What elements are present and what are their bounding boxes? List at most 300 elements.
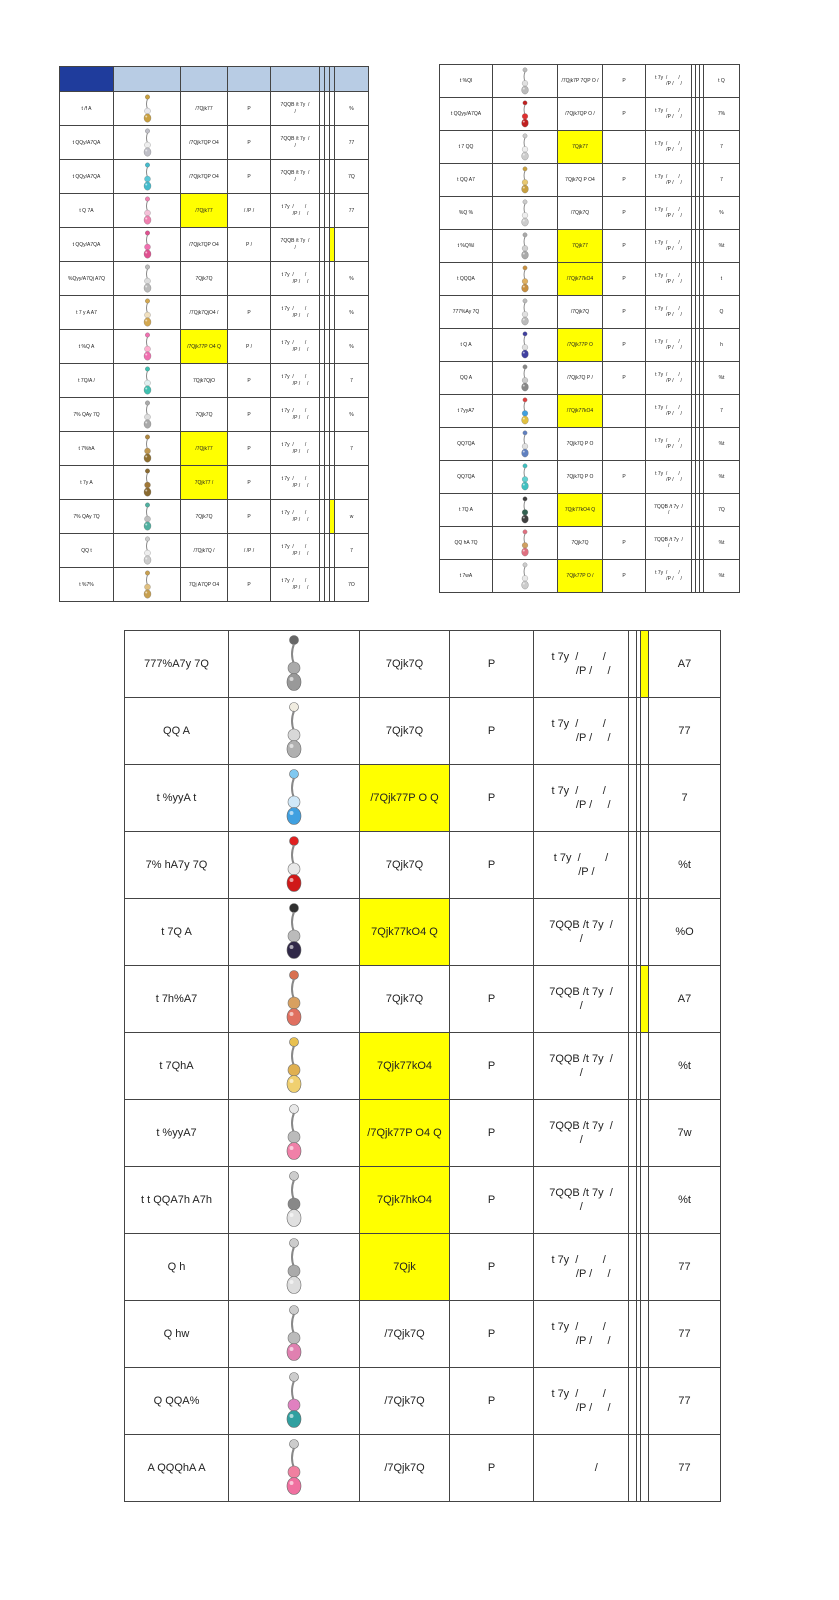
top-ball [290,1105,299,1114]
info-cell [271,534,320,568]
spacer-cell [629,765,637,832]
gem [522,542,528,548]
info-cell [534,631,629,698]
p-code: P [603,296,646,329]
product-image [229,1100,360,1167]
jewelry-image [513,397,537,426]
highlight [290,744,294,748]
p-code: P [603,527,646,560]
product-image [229,631,360,698]
item-code: t %Q%l [440,230,493,263]
highlight [523,120,525,122]
gem [522,575,528,581]
table-row [440,230,740,263]
p-code: P [603,197,646,230]
info-cell [271,500,320,534]
spacer-cell [641,1435,649,1502]
info-text: 7QQB /t 7y / / [280,136,310,149]
info-cell [646,329,692,362]
p-code: P [603,65,646,98]
top-ball [523,298,527,302]
info-text: / [564,1461,598,1474]
jewelry-image [269,1237,319,1297]
jewelry-image [269,634,319,694]
top-ball [145,128,150,133]
info-text: 7QQB /t 7y / / [549,985,613,1012]
table-row [125,1368,721,1435]
spacer-cell [629,1368,637,1435]
type-code: /7Qjk77 [181,432,228,466]
top-ball [523,430,527,434]
item-code: t 7 QQ [440,131,493,164]
info-text: t 7y / / /P / / [655,371,682,384]
top-ball [290,971,299,980]
info-text: t 7y / / /P / / [281,408,309,421]
dangle [522,416,529,424]
product-image [493,428,558,461]
table-row [125,1435,721,1502]
item-code: Q QQA% [125,1368,229,1435]
product-image [114,160,181,194]
jewelry-image [513,364,537,393]
gem [288,997,300,1009]
info-cell [534,832,629,899]
bar [524,467,525,477]
dangle [287,1478,301,1495]
number-cell: 7% [704,98,740,131]
number-cell: 7Q [335,160,369,194]
item-code: t %yyA7 [125,1100,229,1167]
number-cell: 77 [335,126,369,160]
p-code: P [603,98,646,131]
item-code: t 7yyA7 [440,395,493,428]
dangle [144,521,151,530]
jewelry-image [269,835,319,895]
top-ball [290,636,299,645]
table-row [60,296,369,330]
top-ball [523,463,527,467]
info-text: 7QQB /t 7y / / [549,1186,613,1213]
top-ball [290,1440,299,1449]
table-row [125,1100,721,1167]
type-code: 7Qjk7Q P O [558,461,603,494]
top-ball [523,166,527,170]
dangle [522,86,529,94]
gem [144,584,150,590]
p-code: P [450,765,534,832]
jewelry-image [135,128,160,158]
header-cell [228,67,271,92]
info-cell [646,527,692,560]
item-code: t 7wA [440,560,493,593]
top-ball [290,1239,299,1248]
bar [524,302,525,312]
item-code: 777%A7y 7Q [125,631,229,698]
type-code: 7Qjk77 [558,230,603,263]
info-text: t 7y / / /P / / [281,340,309,353]
gem [522,80,528,86]
gem [288,1332,300,1344]
dangle [522,284,529,292]
bar [524,137,525,147]
item-code: t QQQA [440,263,493,296]
highlight [145,489,147,491]
dangle [287,1411,301,1428]
dangle [144,215,151,224]
item-code: 7% hA7y 7Q [125,832,229,899]
number-cell: w [335,500,369,534]
item-code: QQ A [440,362,493,395]
product-image [493,527,558,560]
table-row [125,765,721,832]
p-code: P [450,1301,534,1368]
table-row [60,330,369,364]
info-cell [534,966,629,1033]
bar [146,473,147,483]
highlight [523,318,525,320]
number-cell [335,228,369,262]
spacer-cell [641,698,649,765]
product-image [114,466,181,500]
info-cell [271,466,320,500]
p-code: P [228,432,271,466]
info-text: t 7y / / /P / / [655,404,682,417]
dangle [287,1076,301,1093]
top-ball [523,199,527,203]
number-cell: t [704,263,740,296]
gem [288,729,300,741]
dangle [522,119,529,127]
product-image [114,398,181,432]
bar [146,303,147,313]
jewelry-image [513,199,537,228]
header-cell [181,67,228,92]
info-cell [534,1435,629,1502]
info-cell [534,1301,629,1368]
header-cell [335,67,369,92]
jewelry-image [513,562,537,591]
table-row [125,1033,721,1100]
spacer-cell [325,330,330,364]
dangle [287,808,301,825]
bar [292,1314,294,1334]
gem [288,1466,300,1478]
highlight [523,417,525,419]
bar [292,1247,294,1267]
number-cell: 77 [649,1368,721,1435]
highlight [523,219,525,221]
top-ball [290,770,299,779]
jewelry-image [513,67,537,96]
number-cell: 7 [335,364,369,398]
dangle [144,181,151,190]
info-text: t 7y / / /P / / [655,437,682,450]
product-image [229,966,360,1033]
table-row [440,428,740,461]
product-image [229,698,360,765]
info-text: 7QQB /t 7y / / [280,170,310,183]
dangle [287,1277,301,1294]
info-text: t 7y / / /P / / [655,74,682,87]
top-ball [523,397,527,401]
number-cell: 7w [649,1100,721,1167]
top-ball [145,434,150,439]
dangle [522,185,529,193]
jewelry-image [269,1170,319,1230]
table-row [440,560,740,593]
top-ball [523,562,527,566]
product-image [493,131,558,164]
info-cell [534,1033,629,1100]
p-code: P [450,698,534,765]
info-text: t 7y / / /P / / [655,173,682,186]
gem [288,1198,300,1210]
jewelry-image [135,468,160,498]
dangle [522,581,529,589]
gem [144,414,150,420]
product-image [493,395,558,428]
info-text: t 7y / / /P / [553,851,609,878]
highlight [290,878,294,882]
jewelry-image [135,502,160,532]
jewelry-image [135,196,160,226]
p-code: P / [228,228,271,262]
jewelry-image [135,536,160,566]
table-row [125,698,721,765]
highlight [145,217,147,219]
info-text: t 7y / / /P / / [551,717,611,744]
product-image [114,228,181,262]
table-row [60,126,369,160]
info-cell [646,98,692,131]
p-code: P [450,1435,534,1502]
p-code: P [450,1368,534,1435]
top-ball [145,196,150,201]
bar [524,203,525,213]
jewelry-image [513,100,537,129]
bar [292,912,294,932]
bar [146,337,147,347]
product-image [114,296,181,330]
product-image [114,500,181,534]
jewelry-image [513,133,537,162]
table-row [440,197,740,230]
number-cell: 7 [704,131,740,164]
type-code: /7Qjk7P 7QP O / [558,65,603,98]
type-code: /7Qjk77P O4 Q [360,1100,450,1167]
product-image [114,194,181,228]
info-text: t 7y / / /P / / [281,544,309,557]
table-row [60,398,369,432]
highlight [290,1481,294,1485]
p-code: / /P / [228,194,271,228]
dangle [522,350,529,358]
table-row [60,160,369,194]
highlight [290,1213,294,1217]
table-row [440,131,740,164]
dangle [287,1210,301,1227]
type-code: /7Qjk7Q [360,1368,450,1435]
type-code: 7Qjk7Q [558,527,603,560]
item-code: %Q % [440,197,493,230]
highlight [523,549,525,551]
highlight [523,516,525,518]
table-row [60,228,369,262]
item-code: t 7Q/A / [60,364,114,398]
item-code: t Q A [440,329,493,362]
bar [292,1113,294,1133]
table-row [125,966,721,1033]
bar [146,575,147,585]
info-text: 7QQB /t 7y / / [549,918,613,945]
jewelry-image [513,463,537,492]
number-cell: % [335,296,369,330]
jewelry-image [269,768,319,828]
highlight [145,557,147,559]
spacer-cell [325,500,330,534]
info-cell [646,362,692,395]
jewelry-image [513,496,537,525]
product-image [493,560,558,593]
info-text: t 7y / / /P / / [655,470,682,483]
dangle [144,385,151,394]
bar [146,269,147,279]
info-text: t 7y / / /P / / [655,239,682,252]
gem [144,176,150,182]
gem [288,930,300,942]
p-code: P [228,92,271,126]
highlight [290,1012,294,1016]
top-ball [145,162,150,167]
gem [522,443,528,449]
product-image [493,263,558,296]
bar [292,711,294,731]
highlight [145,421,147,423]
item-code: 7% QAy 7Q [60,398,114,432]
top-ball [145,230,150,235]
bar [524,335,525,345]
info-text: t 7y / / /P / / [281,442,309,455]
number-cell: %t [704,560,740,593]
product-image [493,461,558,494]
info-cell [534,899,629,966]
info-text: t 7y / / /P / / [281,476,309,489]
number-cell: 77 [649,1301,721,1368]
table-row [60,262,369,296]
p-code: P [450,631,534,698]
info-cell [534,1368,629,1435]
bar [146,99,147,109]
p-code [603,428,646,461]
product-image [493,164,558,197]
info-cell [271,126,320,160]
product-image [493,230,558,263]
p-code: P [228,296,271,330]
type-code: /7Qjk7QP O4 [181,160,228,194]
type-code: 7Qjk77kO4 Q [360,899,450,966]
jewelry-table-top-right [439,64,740,593]
top-ball [145,536,150,541]
top-ball [290,837,299,846]
info-cell [646,263,692,296]
highlight [145,183,147,185]
highlight [523,384,525,386]
dangle [144,555,151,564]
dangle [522,449,529,457]
type-code: 7Qjk77 / [181,466,228,500]
p-code: P [228,568,271,602]
table-row [440,98,740,131]
top-ball [290,904,299,913]
spacer-cell [629,1100,637,1167]
table-row [125,899,721,966]
gem [144,482,150,488]
highlight [290,1280,294,1284]
table-row [60,92,369,126]
product-image [229,1234,360,1301]
spacer-cell [325,92,330,126]
jewelry-image [135,162,160,192]
spacer-cell [641,1167,649,1234]
gem [288,1131,300,1143]
number-cell: 77 [335,194,369,228]
highlight [290,677,294,681]
gem [522,377,528,383]
jewelry-image [135,264,160,294]
info-cell [646,65,692,98]
gem [288,1064,300,1076]
info-text: 7QQB /t 7y / / [654,536,683,549]
spacer-cell [641,765,649,832]
spacer-cell [325,568,330,602]
dangle [287,875,301,892]
product-image [114,534,181,568]
type-code: /7Qjk77P O [558,329,603,362]
gem [522,113,528,119]
top-ball [290,1306,299,1315]
spacer-cell [629,1301,637,1368]
info-text: t 7y / / /P / / [551,650,611,677]
gem [144,278,150,284]
jewelry-image [513,529,537,558]
gem [522,476,528,482]
highlight [290,1079,294,1083]
dangle [144,249,151,258]
bar [146,201,147,211]
gem [288,1399,300,1411]
highlight [523,252,525,254]
highlight [145,523,147,525]
top-ball [523,232,527,236]
info-cell [271,330,320,364]
bar [146,167,147,177]
info-cell [646,230,692,263]
table-row [125,1167,721,1234]
highlight [290,1146,294,1150]
bar [292,1448,294,1468]
number-cell: %t [649,832,721,899]
number-cell: % [335,330,369,364]
number-cell: h [704,329,740,362]
spacer-cell [325,296,330,330]
bar [524,533,525,543]
info-text: t 7y / / /P / / [655,305,682,318]
table-row [440,329,740,362]
type-code: /7Qjk7Q [360,1435,450,1502]
dangle [287,942,301,959]
product-image [114,432,181,466]
item-code: Q h [125,1234,229,1301]
